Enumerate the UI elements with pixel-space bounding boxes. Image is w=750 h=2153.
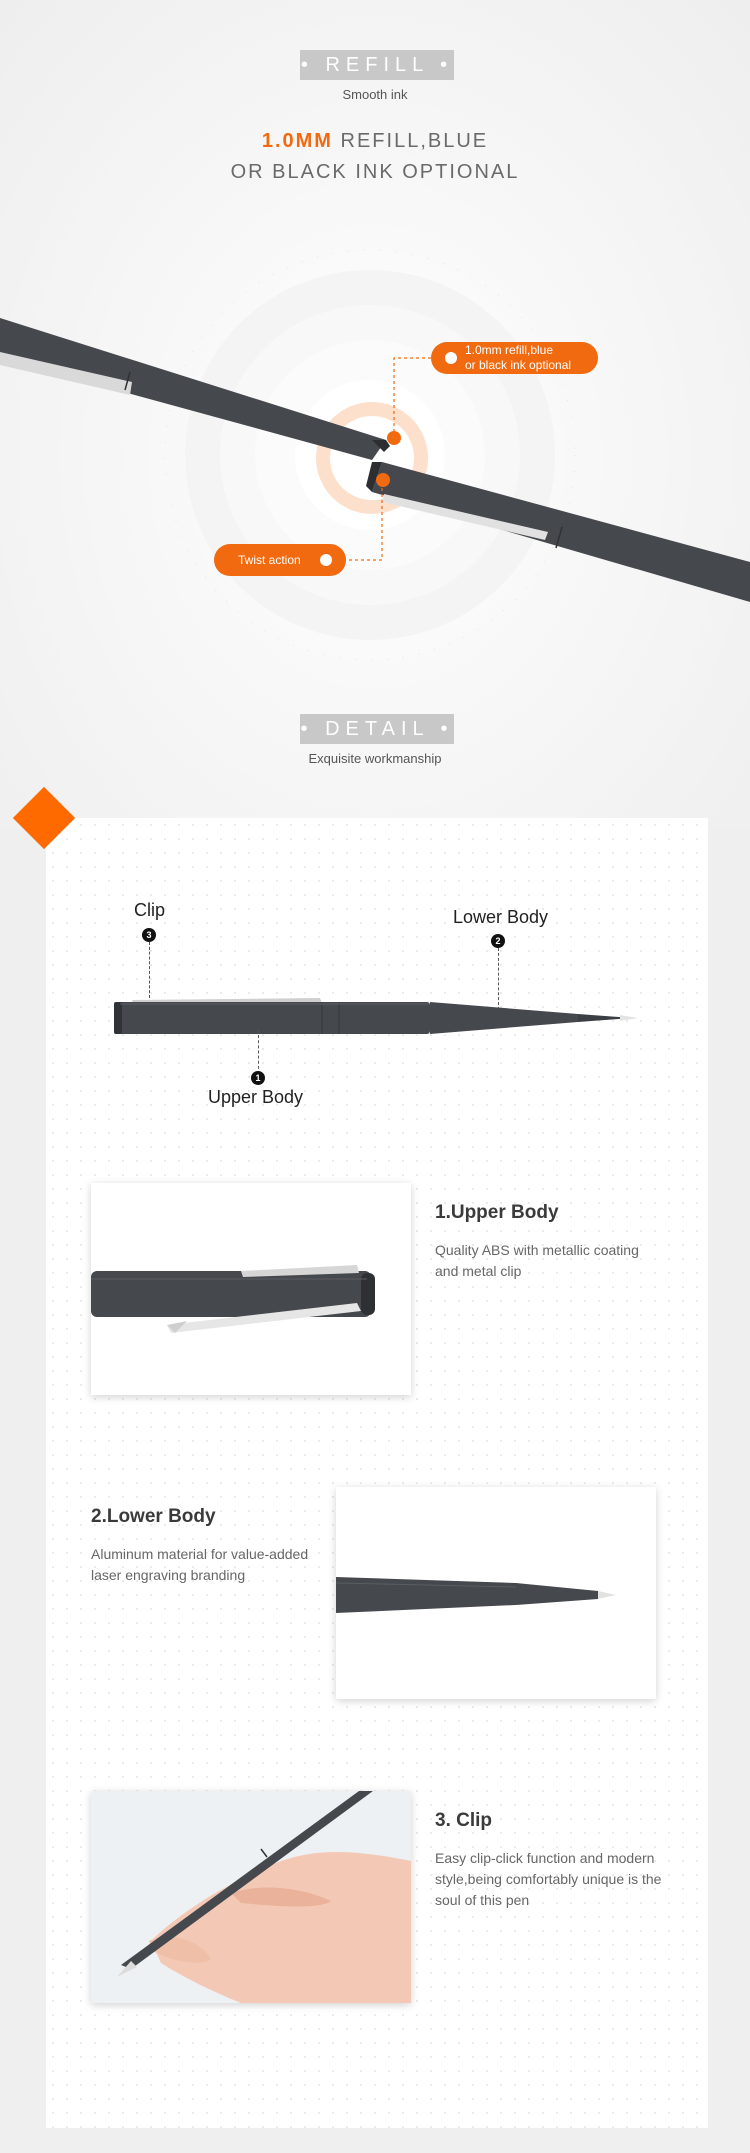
part-label-clip: Clip: [134, 900, 166, 920]
feature-image-upper-body: [91, 1183, 411, 1395]
headline-line-2: OR BLACK INK OPTIONAL: [230, 161, 520, 183]
upper-body-leader-line: [258, 1030, 259, 1074]
detail-subtitle: Exquisite workmanship: [308, 751, 442, 766]
hand-holding-pen: [91, 1791, 411, 2003]
callout-twist-text: Twist action: [238, 553, 301, 567]
headline-accent: 1.0MM: [261, 130, 333, 152]
feature-title-lower-body: 2.Lower Body: [91, 1506, 216, 1527]
part-number-lower-body: 2: [491, 934, 505, 948]
detail-badge: • DETAIL •: [300, 714, 454, 744]
callout-twist: [214, 544, 346, 576]
callout-refill-line1: 1.0mm refill,blue: [465, 343, 554, 357]
refill-headline: [0, 126, 750, 188]
part-label-upper-body: Upper Body: [208, 1087, 304, 1107]
part-number-upper-body: 1: [251, 1071, 265, 1085]
callout-refill: [431, 342, 598, 374]
callout-twist-dot: [320, 554, 332, 566]
feature-title-upper-body: 1.Upper Body: [435, 1202, 559, 1223]
part-number-clip: 3: [142, 928, 156, 942]
feature-desc-lower-body: Aluminum material for value-added laser engraving branding: [91, 1546, 309, 1583]
feature-title-clip: 3. Clip: [435, 1810, 493, 1831]
lower-body-closeup: [336, 1487, 656, 1699]
feature-desc-clip: Easy clip-click function and modern style,being comfortably unique is the soul of this pen: [435, 1850, 662, 1908]
feature-image-clip: [91, 1791, 411, 2003]
refill-badge: • REFILL •: [300, 50, 454, 80]
callout-refill-dot: [445, 352, 457, 364]
feature-image-lower-body: [336, 1487, 656, 1699]
headline-rest: REFILL,BLUE: [332, 130, 489, 152]
pen-diagram: [108, 990, 638, 1040]
refill-subtitle: Smooth ink: [342, 87, 408, 102]
feature-desc-upper-body: Quality ABS with metallic coating and metal clip: [435, 1242, 639, 1279]
refill-illustration: [0, 230, 750, 670]
part-label-lower-body: Lower Body: [453, 907, 549, 927]
callout-refill-line2: or black ink optional: [465, 358, 572, 372]
upper-body-closeup: [91, 1183, 411, 1395]
